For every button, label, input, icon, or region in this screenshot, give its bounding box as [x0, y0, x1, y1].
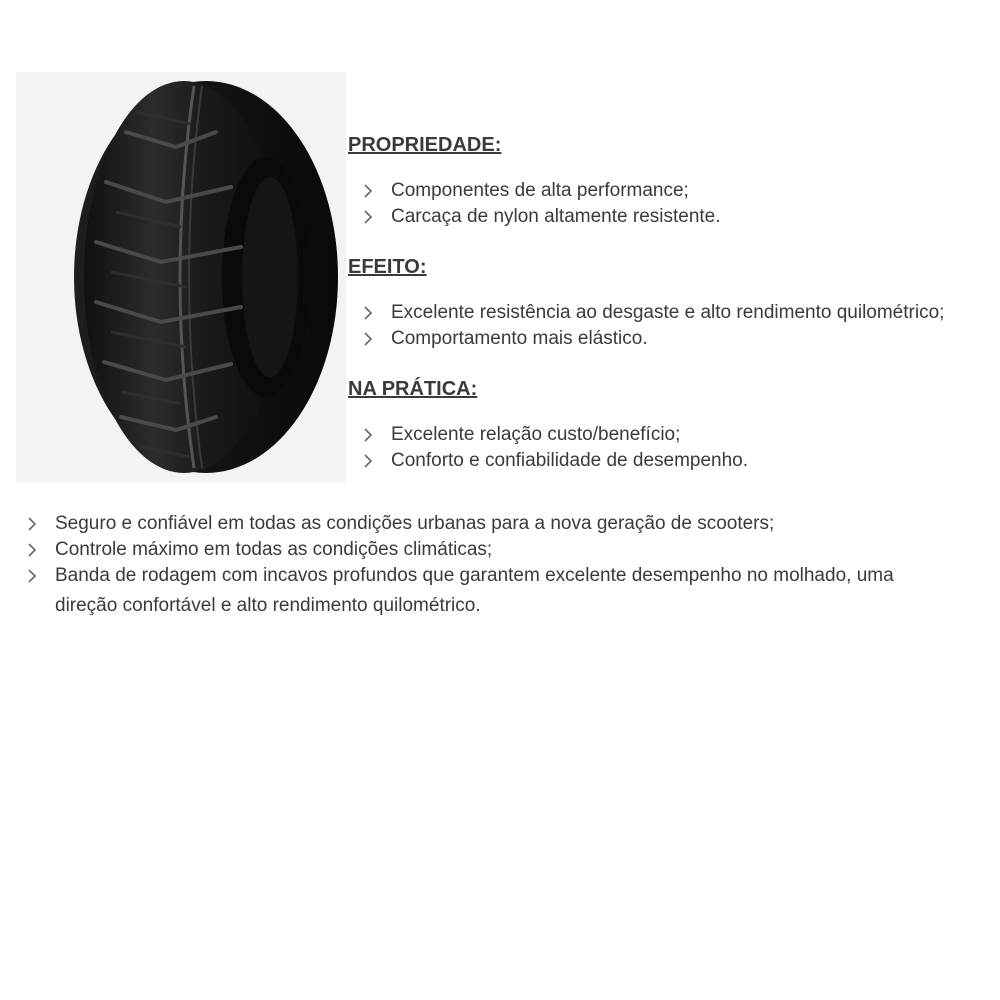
list-item-text: Excelente resistência ao desgaste e alto rendimento quilométrico;	[391, 302, 945, 323]
section-list-na-pratica	[348, 422, 993, 474]
list-item-text: Carcaça de nylon altamente resistente.	[391, 206, 721, 227]
list-item-text: Controle máximo em todas as condições climáticas;	[55, 539, 493, 560]
list-item	[348, 326, 993, 352]
chevron-right-icon	[26, 537, 38, 563]
list-item	[22, 537, 982, 563]
chevron-right-icon	[26, 563, 38, 589]
list-item	[22, 511, 982, 537]
chevron-right-icon	[26, 511, 38, 537]
section-list-efeito	[348, 300, 993, 352]
list-item-text: Banda de rodagem com incavos profundos que garantem excelente desempenho no molhado, uma direção confortável e alto rendimento quilométrico.	[55, 565, 894, 616]
chevron-right-icon	[362, 204, 374, 230]
chevron-right-icon	[362, 326, 374, 352]
section-title-efeito: EFEITO:	[348, 256, 427, 278]
feature-list	[22, 511, 982, 621]
tire-product-image	[16, 72, 346, 482]
tire-icon	[16, 72, 346, 482]
list-item	[348, 300, 993, 326]
list-item	[348, 178, 993, 204]
chevron-right-icon	[362, 300, 374, 326]
list-item	[22, 561, 982, 621]
list-item-text: Excelente relação custo/benefício;	[391, 424, 681, 445]
list-item-text: Comportamento mais elástico.	[391, 328, 648, 349]
chevron-right-icon	[362, 448, 374, 474]
list-item-text: Seguro e confiável em todas as condições urbanas para a nova geração de scooters;	[55, 513, 775, 534]
list-item-text: Conforto e confiabilidade de desempenho.	[391, 450, 749, 471]
chevron-right-icon	[362, 422, 374, 448]
spec-panel	[348, 132, 993, 498]
section-title-propriedade: PROPRIEDADE:	[348, 134, 502, 156]
list-item	[348, 422, 993, 448]
list-item-text: Componentes de alta performance;	[391, 180, 689, 201]
list-item	[348, 448, 993, 474]
chevron-right-icon	[362, 178, 374, 204]
section-list-propriedade	[348, 178, 993, 230]
list-item	[348, 204, 993, 230]
section-title-na-pratica: NA PRÁTICA:	[348, 378, 478, 400]
